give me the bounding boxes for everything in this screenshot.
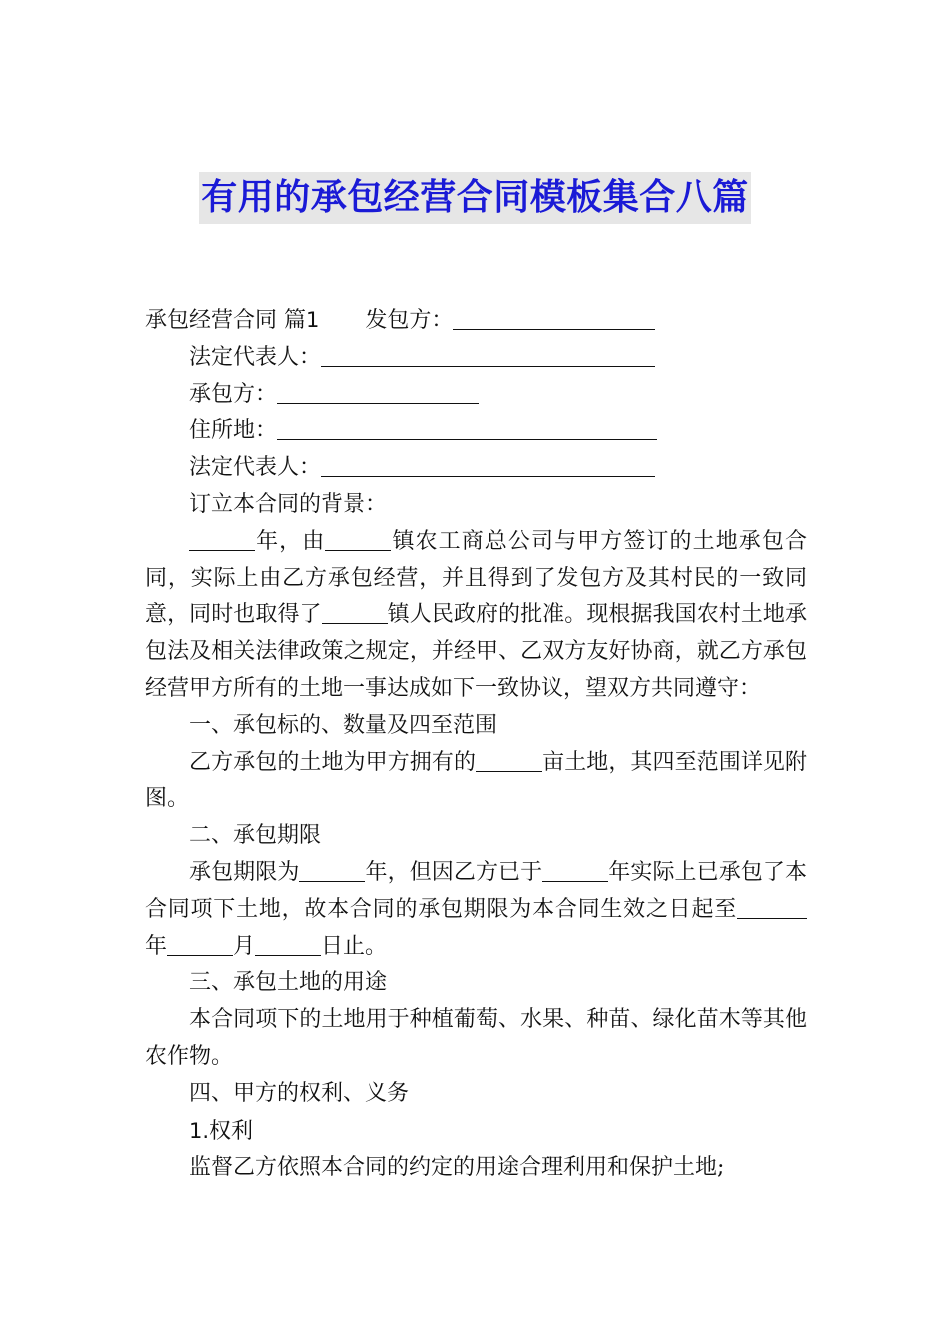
legal-rep-blank-1 bbox=[321, 342, 655, 367]
blank bbox=[737, 894, 807, 919]
blank bbox=[299, 857, 365, 882]
blank bbox=[322, 599, 388, 624]
section-1-paragraph: 乙方承包的土地为甲方拥有的 亩土地，其四至范围详见附图。 bbox=[145, 745, 807, 819]
legal-rep-label-1: 法定代表人： bbox=[189, 344, 322, 370]
address-blank bbox=[277, 415, 657, 440]
section-3-heading: 三、承包土地的用途 bbox=[189, 970, 388, 996]
legal-rep-label-2: 法定代表人： bbox=[189, 455, 322, 481]
section-2-heading: 二、承包期限 bbox=[189, 823, 322, 849]
blank bbox=[255, 931, 321, 956]
section-number: 1 bbox=[306, 308, 320, 332]
subheading-label: 权利 bbox=[209, 1118, 254, 1144]
section-4-heading: 四、甲方的权利、义务 bbox=[189, 1080, 410, 1106]
employer-blank bbox=[453, 305, 655, 330]
legal-rep-line-1 bbox=[145, 340, 807, 377]
address-label: 住所地： bbox=[189, 418, 278, 444]
blank bbox=[542, 857, 608, 882]
section-4-paragraph: 监督乙方依照本合同的约定的用途合理利用和保护土地; bbox=[189, 1155, 725, 1181]
section-label: 承包经营合同 篇 bbox=[145, 308, 306, 333]
background-heading: 订立本合同的背景： bbox=[189, 491, 388, 517]
contractor-label: 承包方： bbox=[189, 381, 278, 407]
address-line bbox=[145, 413, 807, 450]
section-3-paragraph: 本合同项下的土地用于种植葡萄、水果、种苗、绿化苗木等其他农作物。 bbox=[145, 1007, 807, 1069]
legal-rep-line-2 bbox=[145, 450, 807, 487]
document-body bbox=[145, 302, 807, 1187]
blank bbox=[325, 526, 391, 551]
employer-label: 发包方： bbox=[365, 308, 454, 333]
contractor-line bbox=[145, 377, 807, 414]
contract-header-line bbox=[145, 302, 807, 340]
section-1-heading: 一、承包标的、数量及四至范围 bbox=[189, 712, 498, 738]
section-2-paragraph: 承包期限为 年，但因乙方已于 年实际上已承包了本合同项下土地，故本合同的承包期限为本合同生效之日起至年 月 日止。 bbox=[145, 855, 807, 965]
subheading-number: 1. bbox=[189, 1118, 210, 1143]
blank bbox=[476, 747, 542, 772]
background-paragraph: 年，由 镇农工商总公司与甲方签订的土地承包合同，实际上由乙方承包经营，并且得到了发包方及其村民的一致同意，同时也取得了 镇人民政府的批准。现根据我国农村土地承包法及相关法律政策之规定，并经甲、乙双方友好协商，就乙方承包经营甲方所有的土地一事达成如下一致协议，望双方共同遵守： bbox=[145, 524, 807, 708]
blank bbox=[189, 526, 255, 551]
legal-rep-blank-2 bbox=[321, 452, 655, 477]
section-4-subheading bbox=[145, 1113, 807, 1151]
blank bbox=[167, 931, 233, 956]
document-title: 有用的承包经营合同模板集合八篇 bbox=[199, 172, 751, 224]
title-area bbox=[0, 172, 950, 224]
contractor-blank bbox=[277, 379, 479, 404]
